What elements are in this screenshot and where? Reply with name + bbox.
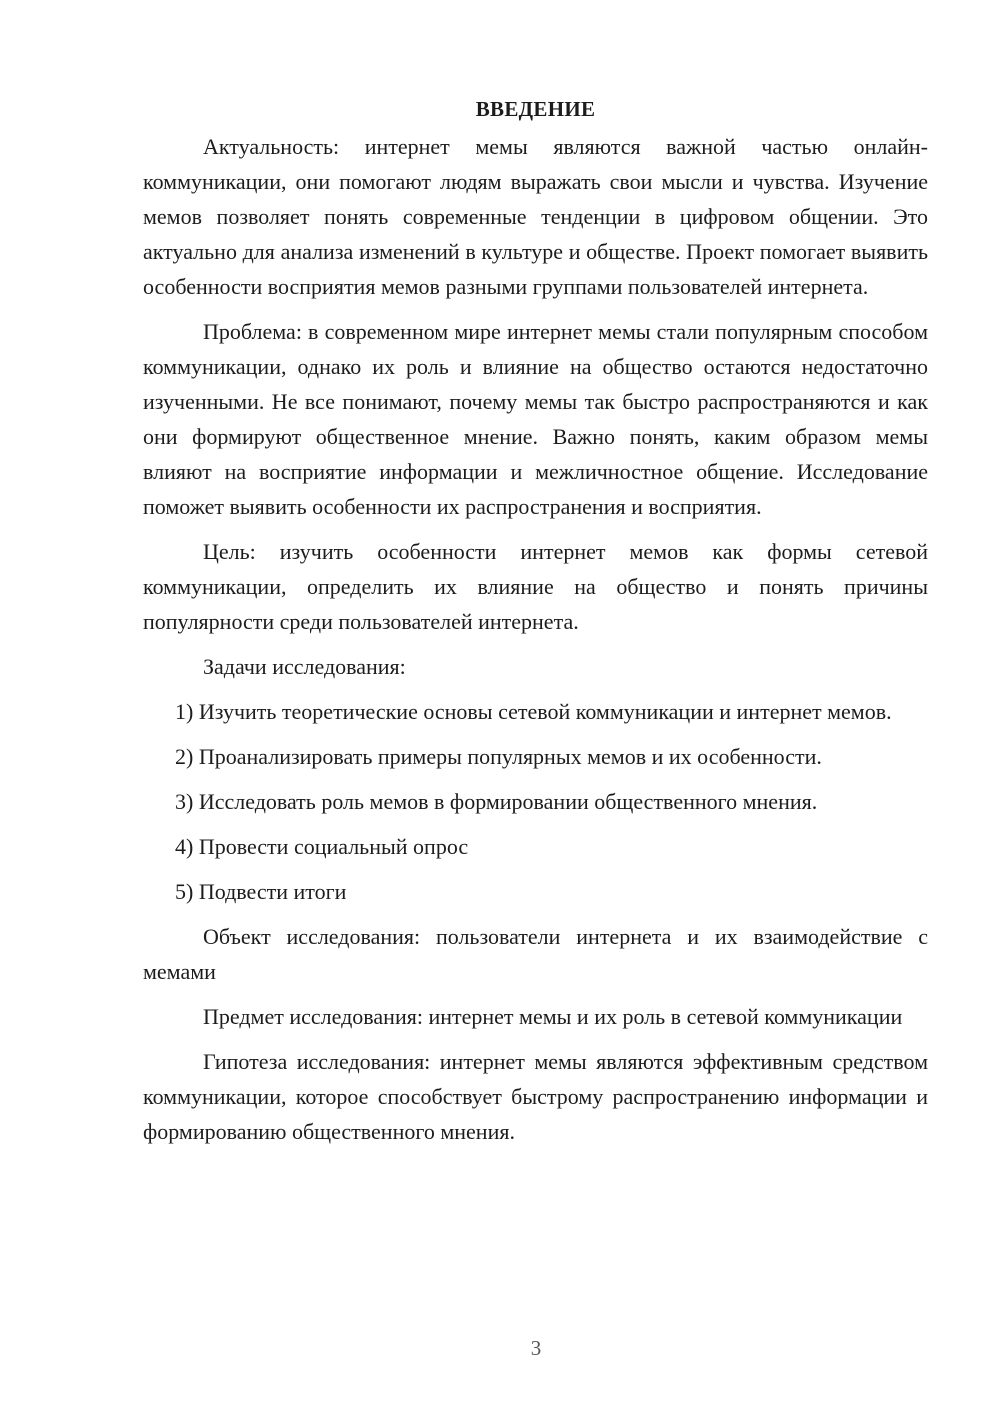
paragraph-relevance: Актуальность: интернет мемы являются важной частью онлайн-коммуникации, они помогают людям выражать свои мысли и чувства. Изучение мемов позволяет понять современные тенденции в цифровом общении. Это актуально для анализа изменений в культуре и обществе. Проект помогает выявить особенности восприятия мемов разными группами пользователей интернета.	[143, 134, 928, 299]
task-item-2: 2) Проанализировать примеры популярных мемов и их особенности.	[175, 744, 822, 769]
paragraph-object: Объект исследования: пользователи интернета и их взаимодействие с мемами	[143, 924, 928, 984]
tasks-heading: Задачи исследования:	[203, 654, 406, 679]
paragraph-goal: Цель: изучить особенности интернет мемов как формы сетевой коммуникации, определить их влияние на общество и понять причины популярности среди пользователей интернета.	[143, 539, 928, 634]
page-content	[143, 92, 928, 1159]
paragraph-subject: Предмет исследования: интернет мемы и их роль в сетевой коммуникации	[203, 1004, 903, 1029]
task-item-1: 1) Изучить теоретические основы сетевой коммуникации и интернет мемов.	[175, 699, 892, 724]
task-item-3: 3) Исследовать роль мемов в формировании общественного мнения.	[175, 789, 818, 814]
paragraph-problem: Проблема: в современном мире интернет мемы стали популярным способом коммуникации, однако их роль и влияние на общество остаются недостаточно изученными. Не все понимают, почему мемы так быстро распространяются и как они формируют общественное мнение. Важно понять, каким образом мемы влияют на восприятие информации и межличностное общение. Исследование поможет выявить особенности их распространения и восприятия.	[143, 319, 928, 519]
paragraph-hypothesis: Гипотеза исследования: интернет мемы являются эффективным средством коммуникации, которое способствует быстрому распространению информации и формированию общественного мнения.	[143, 1049, 928, 1144]
page-number: 3	[530, 1336, 542, 1360]
task-item-4: 4) Провести социальный опрос	[175, 834, 469, 859]
section-title: ВВЕДЕНИЕ	[475, 97, 596, 121]
task-item-5: 5) Подвести итоги	[175, 879, 347, 904]
